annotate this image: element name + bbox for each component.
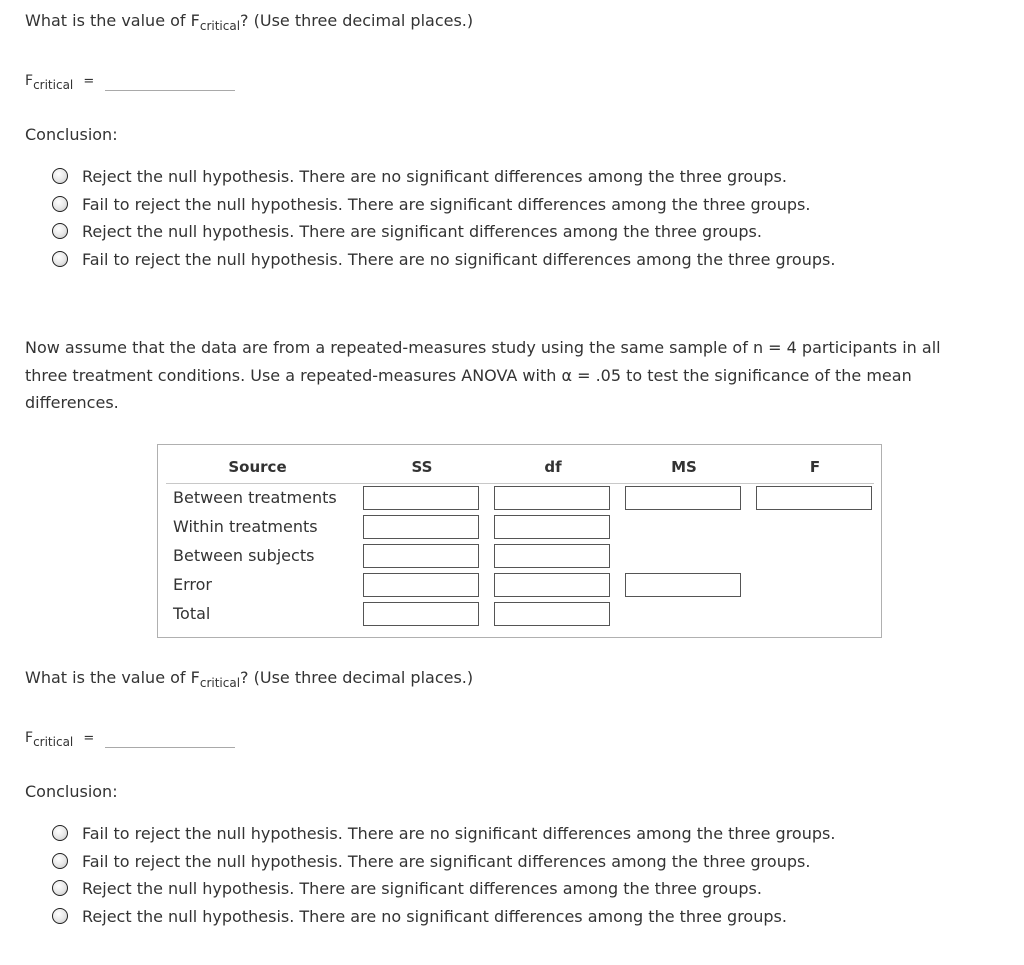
question-subscript: critical [199,19,241,33]
fcritical-input-1[interactable] [105,90,235,91]
f-between-treatments-input[interactable] [756,486,872,510]
ss-total-input[interactable] [363,602,479,626]
paragraph-line: three treatment conditions. Use a repeated-measures ANOVA with α = .05 to test the significance of the mean [25,365,912,385]
df-between-treatments-input[interactable] [494,486,610,510]
f-letter: F [25,730,34,746]
paragraph-line: differences. [25,393,119,412]
option-label: Reject the null hypothesis. There are no significant differences among the three groups. [82,166,787,186]
conclusion-option[interactable] [52,193,810,215]
row-label-between-treatments: Between treatments [173,488,337,507]
row-label-total: Total [173,604,211,623]
column-header-f: F [809,458,821,476]
row-label-error: Error [173,575,212,594]
conclusion-option[interactable] [52,220,762,242]
column-header-source: Source [228,458,287,476]
radio-button[interactable] [52,223,68,239]
f-subscript: critical [33,78,74,92]
fcritical-label-2 [25,730,95,749]
df-within-treatments-input[interactable] [494,515,610,539]
conclusion-option[interactable] [52,905,787,927]
paragraph-line: Now assume that the data are from a repeated-measures study using the same sample of n = 4 participants in all [25,338,941,357]
equals-sign: = [83,731,95,746]
conclusion-option[interactable] [52,850,810,872]
radio-button[interactable] [52,853,68,869]
option-label: Reject the null hypothesis. There are significant differences among the three groups. [82,878,762,898]
radio-button[interactable] [52,880,68,896]
conclusion-option[interactable] [52,822,835,844]
df-error-input[interactable] [494,573,610,597]
instructions-paragraph [25,334,1000,417]
option-label: Fail to reject the null hypothesis. There are significant differences among the three groups. [82,194,811,214]
option-label: Fail to reject the null hypothesis. There are no significant differences among the three groups. [82,249,836,269]
option-label: Fail to reject the null hypothesis. There are significant differences among the three groups. [82,851,811,871]
column-header-ms: MS [671,458,697,476]
equals-sign: = [83,74,95,89]
question-text: What is the value of F [25,11,200,30]
fcritical-question-1 [25,11,474,33]
question-subscript: critical [199,676,241,690]
question-text-suffix: ? (Use three decimal places.) [240,11,474,30]
ms-error-input[interactable] [625,573,741,597]
conclusion-option[interactable] [52,877,762,899]
conclusion-label-1: Conclusion: [25,125,118,144]
option-label: Fail to reject the null hypothesis. There are no significant differences among the three groups. [82,823,836,843]
f-letter: F [25,73,34,89]
radio-button[interactable] [52,251,68,267]
ss-between-subjects-input[interactable] [363,544,479,568]
fcritical-question-2 [25,668,474,690]
column-header-ss: SS [411,458,433,476]
f-subscript: critical [33,735,74,749]
option-label: Reject the null hypothesis. There are significant differences among the three groups. [82,221,762,241]
ms-between-treatments-input[interactable] [625,486,741,510]
radio-button[interactable] [52,908,68,924]
fcritical-label-1 [25,73,95,92]
question-text-suffix: ? (Use three decimal places.) [240,668,474,687]
header-divider [166,483,874,484]
df-between-subjects-input[interactable] [494,544,610,568]
row-label-between-subjects: Between subjects [173,546,315,565]
row-label-within-treatments: Within treatments [173,517,318,536]
radio-button[interactable] [52,168,68,184]
conclusion-label-2: Conclusion: [25,782,118,801]
conclusion-option[interactable] [52,248,835,270]
conclusion-option[interactable] [52,165,787,187]
question-text: What is the value of F [25,668,200,687]
ss-within-treatments-input[interactable] [363,515,479,539]
df-total-input[interactable] [494,602,610,626]
radio-button[interactable] [52,825,68,841]
option-label: Reject the null hypothesis. There are no significant differences among the three groups. [82,906,787,926]
fcritical-input-2[interactable] [105,747,235,748]
ss-between-treatments-input[interactable] [363,486,479,510]
radio-button[interactable] [52,196,68,212]
column-header-df: df [544,458,562,476]
ss-error-input[interactable] [363,573,479,597]
